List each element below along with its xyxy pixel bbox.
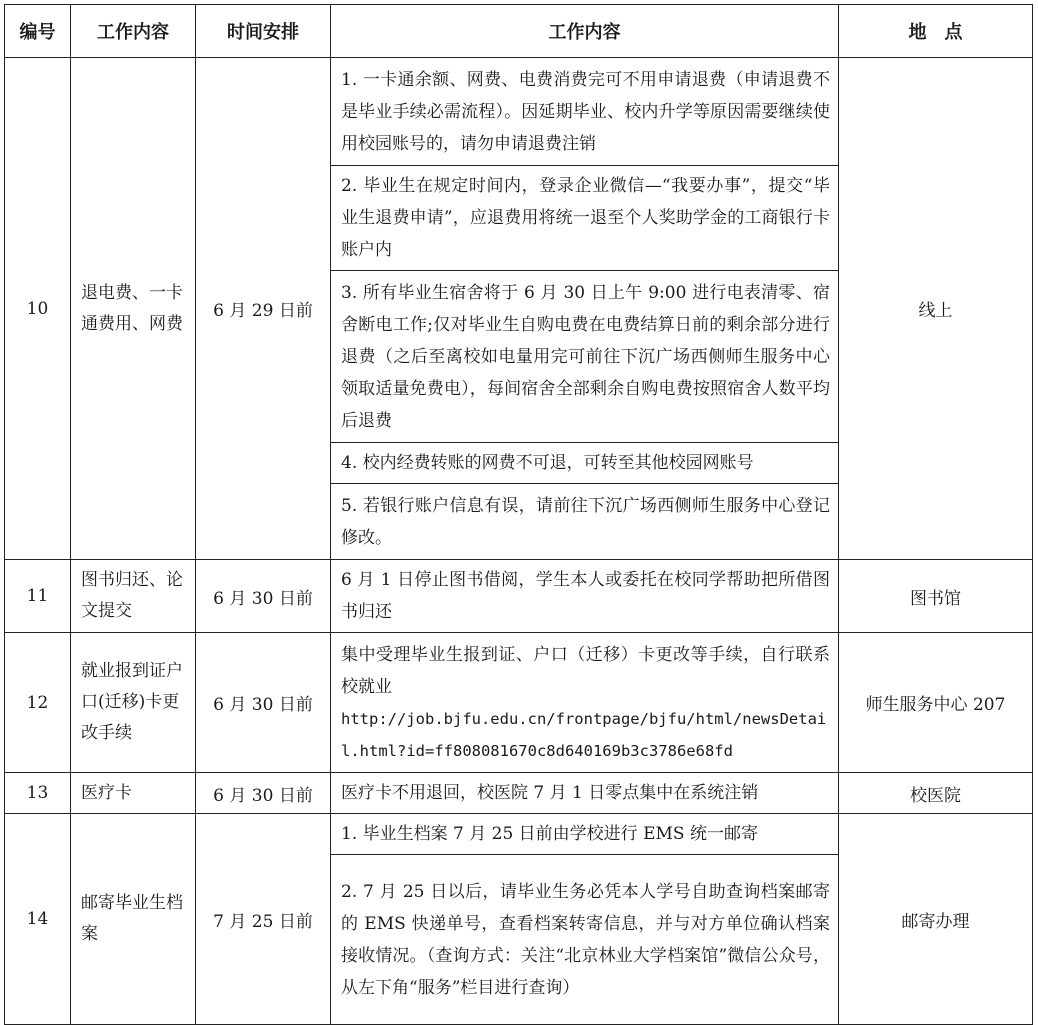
row-detail: 6 月 1 日停止图书借阅，学生本人或委托在校同学帮助把所借图书归还 [331, 560, 839, 633]
row-category: 图书归还、论文提交 [71, 560, 196, 633]
schedule-table [4, 4, 1033, 1025]
row-number: 11 [5, 560, 71, 633]
row-number: 14 [5, 814, 71, 1025]
header-location: 地 点 [839, 5, 1033, 58]
header-number: 编号 [5, 5, 71, 58]
row-time: 6 月 30 日前 [196, 633, 331, 773]
row-detail: 1. 毕业生档案 7 月 25 日前由学校进行 EMS 统一邮寄 [331, 814, 839, 855]
row-location: 邮寄办理 [839, 814, 1033, 1025]
table-row [5, 58, 1033, 166]
row-detail [331, 633, 839, 773]
row-detail: 5. 若银行账户信息有误，请前往下沉广场西侧师生服务中心登记修改。 [331, 484, 839, 560]
row-category: 退电费、一卡通费用、网费 [71, 58, 196, 560]
row-detail: 2. 毕业生在规定时间内，登录企业微信—“我要办事”，提交“毕业生退费申请”，应退费用将统一退至个人奖助学金的工商银行卡账户内 [331, 166, 839, 271]
row-time: 6 月 30 日前 [196, 773, 331, 814]
header-schedule: 时间安排 [196, 5, 331, 58]
header-row [5, 5, 1033, 58]
employment-url-link[interactable]: http://job.bjfu.edu.cn/frontpage/bjfu/html/newsDetail.html?id=ff808081670c8d640169b3c3786e68fd [341, 709, 827, 760]
row-location: 校医院 [839, 773, 1033, 814]
row-detail-text: 集中受理毕业生报到证、户口（迁移）卡更改等手续，自行联系校就业 [341, 644, 830, 697]
row-location: 图书馆 [839, 560, 1033, 633]
row-number: 12 [5, 633, 71, 773]
row-detail: 2. 7 月 25 日以后，请毕业生务必凭本人学号自助查询档案邮寄的 EMS 快递单号，查看档案转寄信息，并与对方单位确认档案接收情况。（查询方式：关注“北京林业大学档案馆”微信公众号，从左下角“服务”栏目进行查询） [331, 855, 839, 1025]
table-row [5, 633, 1033, 773]
table-row [5, 814, 1033, 855]
row-location: 师生服务中心 207 [839, 633, 1033, 773]
header-content: 工作内容 [71, 5, 196, 58]
row-category: 邮寄毕业生档案 [71, 814, 196, 1025]
row-number: 10 [5, 58, 71, 560]
row-time: 6 月 30 日前 [196, 560, 331, 633]
table-row [5, 773, 1033, 814]
table-row [5, 560, 1033, 633]
row-detail: 医疗卡不用退回，校医院 7 月 1 日零点集中在系统注销 [331, 773, 839, 814]
row-category: 医疗卡 [71, 773, 196, 814]
row-detail: 1. 一卡通余额、网费、电费消费完可不用申请退费（申请退费不是毕业手续必需流程）。因延期毕业、校内升学等原因需要继续使用校园账号的，请勿申请退费注销 [331, 58, 839, 166]
row-time: 7 月 25 日前 [196, 814, 331, 1025]
row-number: 13 [5, 773, 71, 814]
row-time: 6 月 29 日前 [196, 58, 331, 560]
row-detail: 4. 校内经费转账的网费不可退，可转至其他校园网账号 [331, 443, 839, 484]
header-details: 工作内容 [331, 5, 839, 58]
row-detail: 3. 所有毕业生宿舍将于 6 月 30 日上午 9:00 进行电表清零、宿舍断电工作;仅对毕业生自购电费在电费结算日前的剩余部分进行退费（之后至离校如电量用完可前往下沉广场西侧师生服务中心领取适量免费电），每间宿舍全部剩余自购电费按照宿舍人数平均后退费 [331, 271, 839, 443]
row-category: 就业报到证户口(迁移)卡更改手续 [71, 633, 196, 773]
row-location: 线上 [839, 58, 1033, 560]
